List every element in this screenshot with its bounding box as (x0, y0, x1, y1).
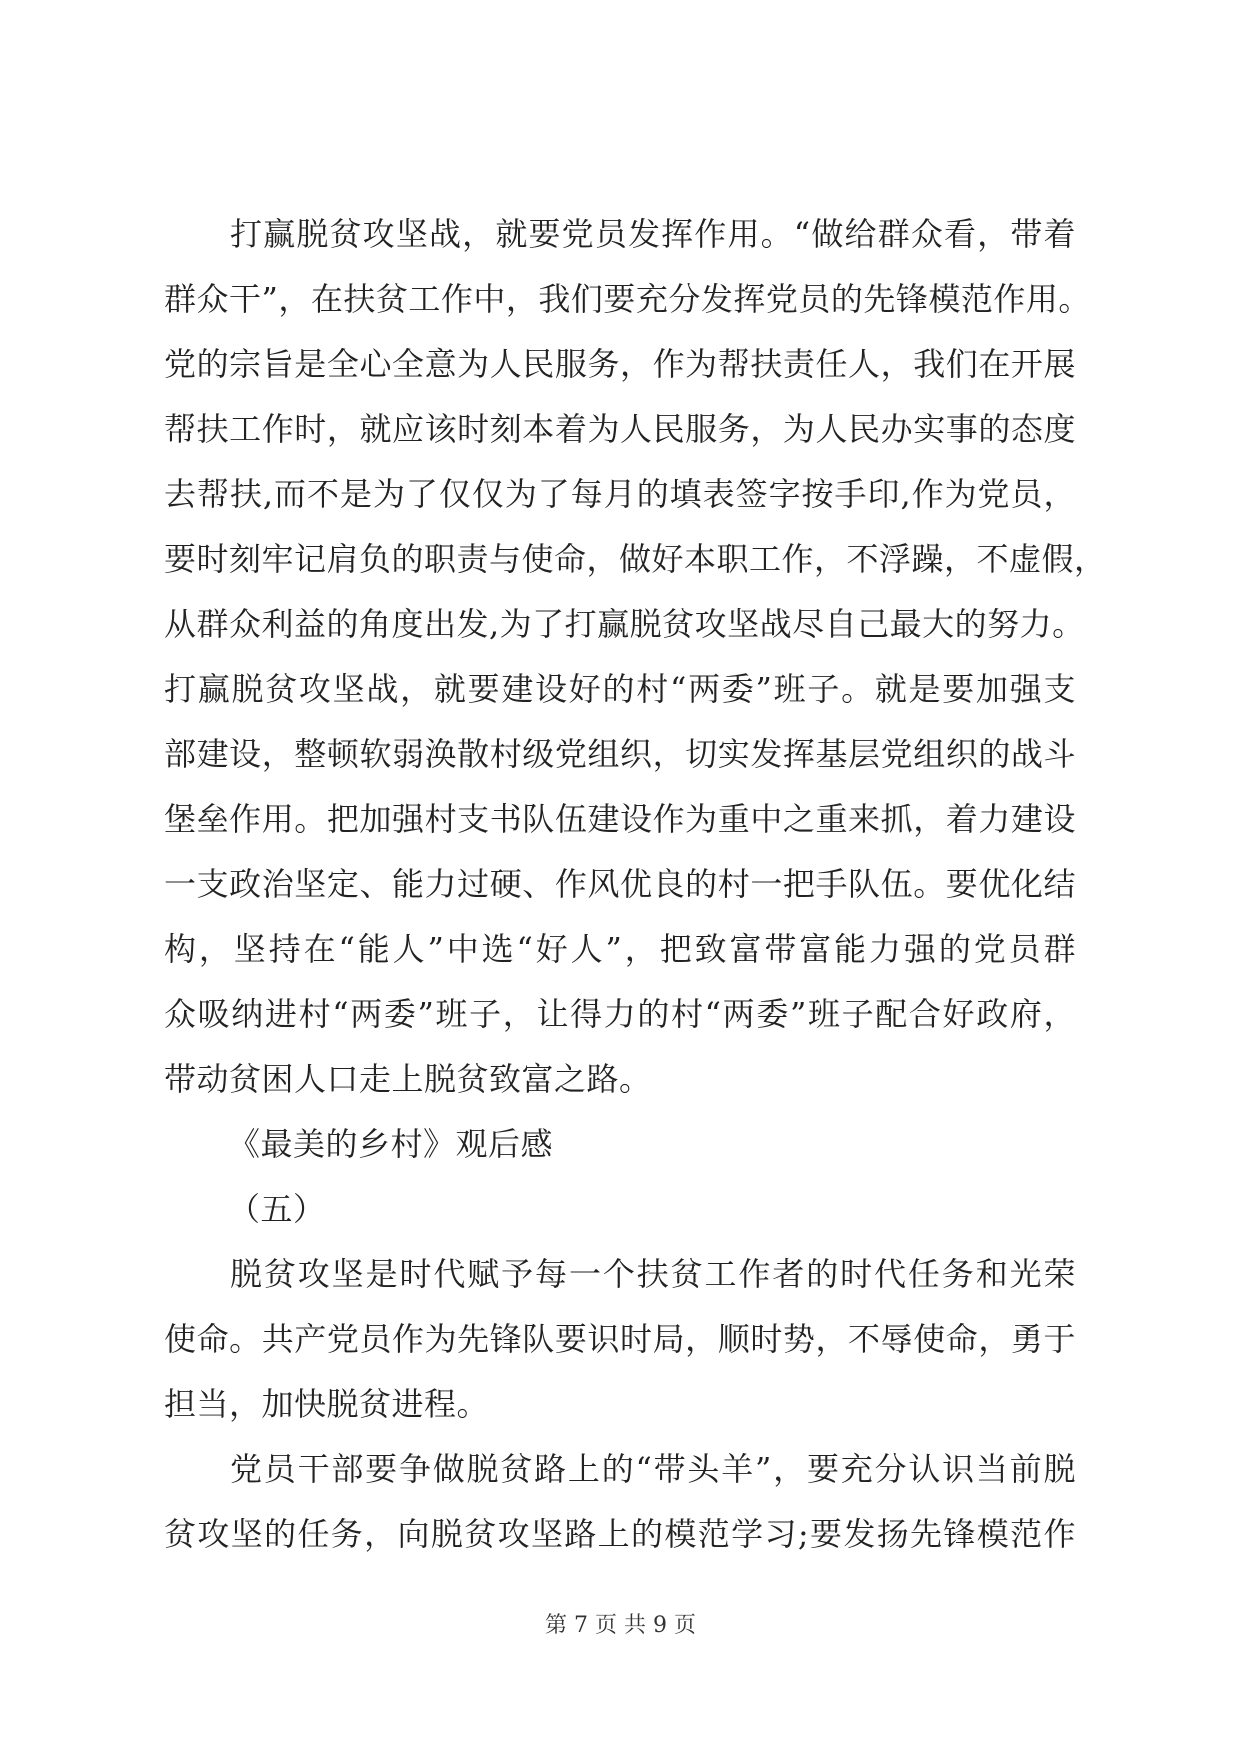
paragraph-line: 众吸纳进村“两委”班子，让得力的村“两委”班子配合好政府， (164, 995, 1076, 1033)
paragraph-line: 党的宗旨是全心全意为人民服务，作为帮扶责任人，我们在开展 (164, 345, 1076, 383)
section-title: 《最美的乡村》观后感 (228, 1125, 554, 1163)
paragraph-line: 帮扶工作时，就应该时刻本着为人民服务，为人民办实事的态度 (164, 410, 1076, 448)
paragraph-line: 担当，加快脱贫进程。 (164, 1385, 490, 1423)
paragraph-line: 使命。共产党员作为先锋队要识时局，顺时势，不辱使命，勇于 (164, 1320, 1076, 1358)
paragraph-line: 群众干”，在扶贫工作中，我们要充分发挥党员的先锋模范作用。 (164, 280, 1091, 318)
paragraph-line: 堡垒作用。把加强村支书队伍建设作为重中之重来抓，着力建设 (164, 800, 1076, 838)
paragraph-line: 打赢脱贫攻坚战，就要建设好的村“两委”班子。就是要加强支 (164, 670, 1076, 708)
paragraph-line: 带动贫困人口走上脱贫致富之路。 (164, 1060, 652, 1098)
paragraph-line: 部建设，整顿软弱涣散村级党组织，切实发挥基层党组织的战斗 (164, 735, 1076, 773)
page-footer: 第 7 页 共 9 页 (545, 1613, 696, 1638)
paragraph-line: 脱贫攻坚是时代赋予每一个扶贫工作者的时代任务和光荣 (230, 1255, 1076, 1293)
paragraph-line: 党员干部要争做脱贫路上的“带头羊”，要充分认识当前脱 (230, 1450, 1076, 1488)
paragraph-line: 一支政治坚定、能力过硬、作风优良的村一把手队伍。要优化结 (164, 865, 1076, 903)
paragraph-line: 要时刻牢记肩负的职责与使命，做好本职工作，不浮躁，不虚假， (164, 540, 1107, 578)
paragraph-line: 构，坚持在“能人”中选“好人”，把致富带富能力强的党员群 (164, 930, 1076, 968)
paragraph-line: 去帮扶,而不是为了仅仅为了每月的填表签字按手印,作为党员， (164, 475, 1076, 513)
paragraph-line: 打赢脱贫攻坚战，就要党员发挥作用。“做给群众看，带着 (230, 215, 1076, 253)
section-number: （五） (228, 1190, 326, 1228)
paragraph-line: 贫攻坚的任务，向脱贫攻坚路上的模范学习;要发扬先锋模范作 (164, 1515, 1076, 1553)
paragraph-line: 从群众利益的角度出发,为了打赢脱贫攻坚战尽自己最大的努力。 (164, 605, 1085, 643)
